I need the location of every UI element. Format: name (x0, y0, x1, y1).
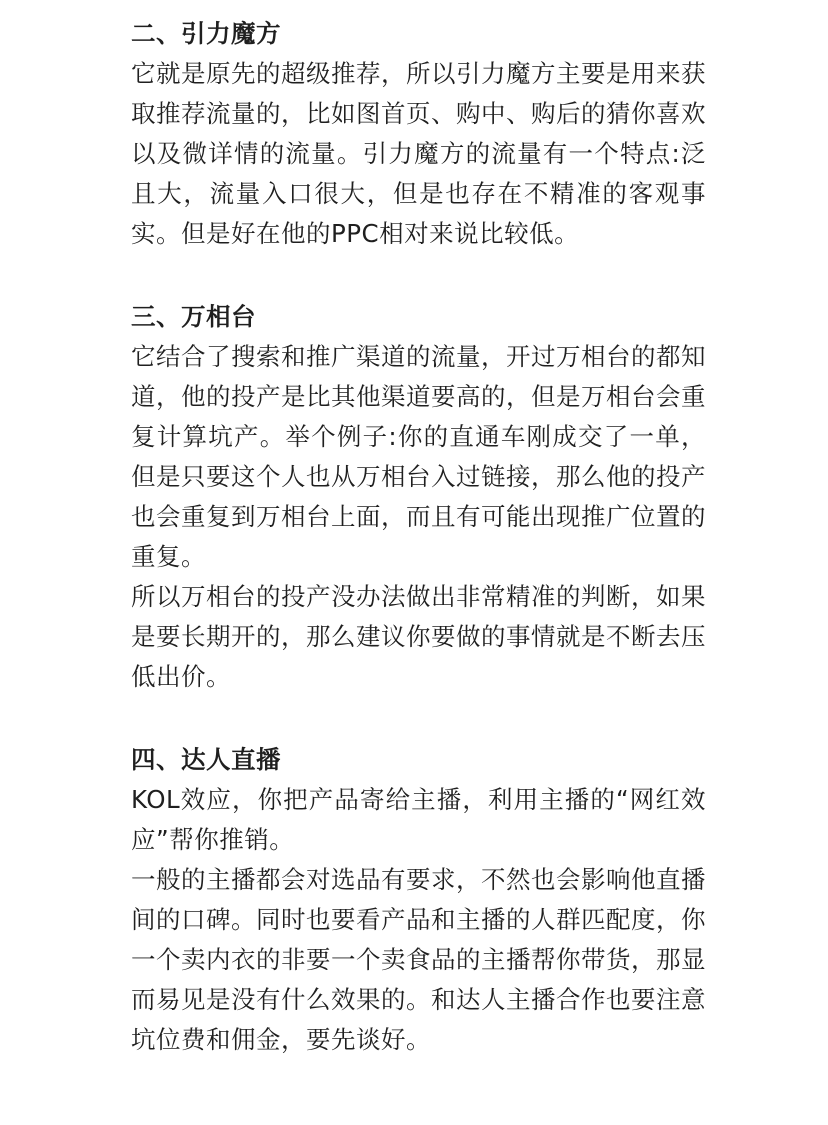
section-heading: 二、引力魔方 (131, 19, 281, 48)
section-daren-zhibo (131, 740, 706, 1060)
section-paragraph: 一般的主播都会对选品有要求，不然也会影响他直播间的口碑。同时也要看产品和主播的人群匹配度，你一个卖内衣的非要一个卖食品的主播帮你带货，那显而易见是没有什么效果的。和达人主播合作也要注意坑位费和佣金，要先谈好。 (131, 865, 706, 1054)
section-heading: 四、达人直播 (131, 745, 281, 774)
section-yinli-mofang (131, 14, 706, 254)
section-heading: 三、万相台 (131, 302, 256, 331)
section-paragraph: 它就是原先的超级推荐，所以引力魔方主要是用来获取推荐流量的，比如图首页、购中、购后的猜你喜欢以及微详情的流量。引力魔方的流量有一个特点:泛且大，流量入口很大，但是也存在不精准的客观事实。但是好在他的PPC相对来说比较低。 (131, 59, 706, 248)
section-paragraph: KOL效应，你把产品寄给主播，利用主播的“网红效应”帮你推销。 (131, 785, 706, 854)
section-paragraph: 所以万相台的投产没办法做出非常精准的判断，如果是要长期开的，那么建议你要做的事情就是不断去压低出价。 (131, 582, 706, 691)
article-body (131, 14, 706, 1060)
section-wanxiangtai (131, 297, 706, 697)
section-paragraph: 它结合了搜索和推广渠道的流量，开过万相台的都知道，他的投产是比其他渠道要高的，但是万相台会重复计算坑产。举个例子:你的直通车刚成交了一单，但是只要这个人也从万相台入过链接，那么他的投产也会重复到万相台上面，而且有可能出现推广位置的重复。 (131, 342, 706, 571)
